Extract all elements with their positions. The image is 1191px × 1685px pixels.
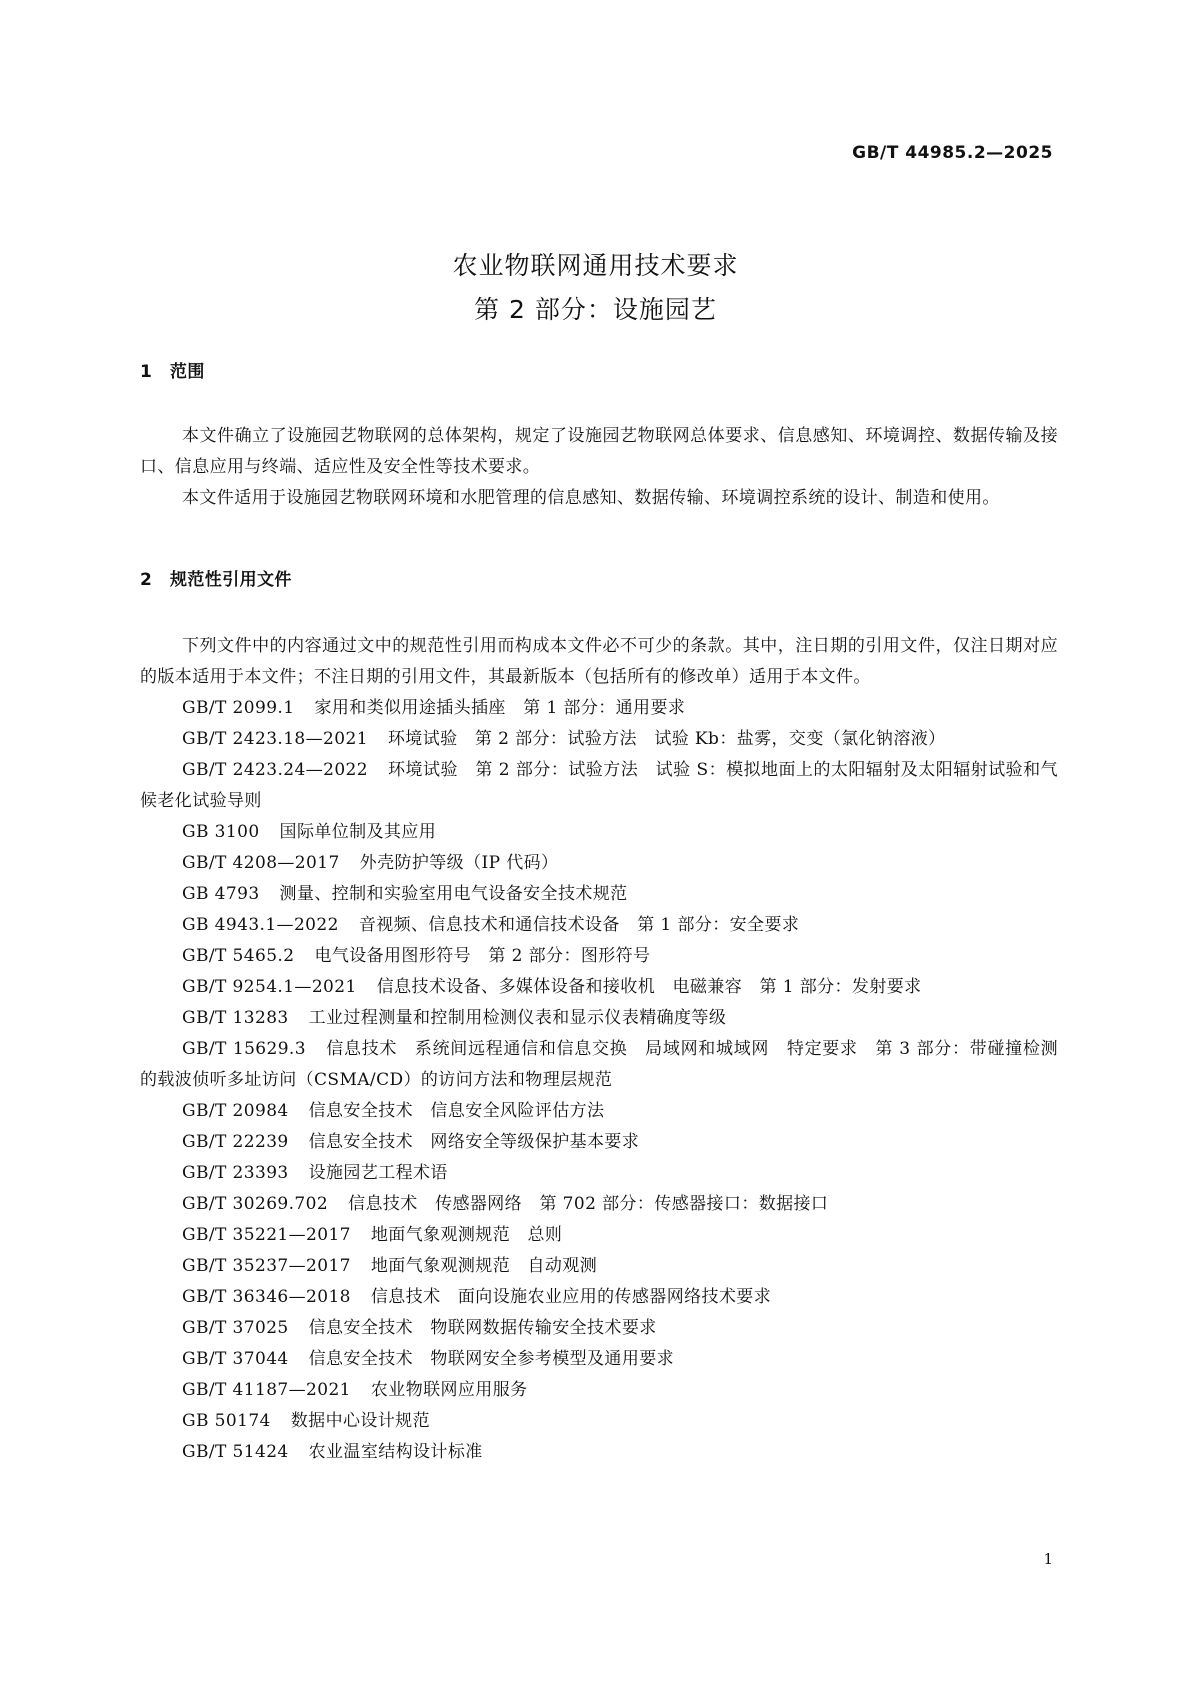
reference-item	[140, 1127, 1058, 1158]
reference-code: GB/T 15629.3	[182, 1039, 306, 1059]
reference-code: GB/T 22239	[182, 1132, 289, 1152]
section-number: 1	[140, 362, 153, 382]
reference-code: GB/T 9254.1—2021	[182, 977, 357, 997]
reference-code: GB/T 2099.1	[182, 698, 295, 718]
reference-item	[140, 724, 1058, 755]
title-line-2: 第 2 部分：设施园艺	[474, 295, 717, 324]
paragraph: 本文件适用于设施园艺物联网环境和水肥管理的信息感知、数据传输、环境调控系统的设计、制造和使用。	[182, 488, 1000, 508]
reference-code: GB/T 36346—2018	[182, 1287, 351, 1307]
reference-title: 信息安全技术 物联网安全参考模型及通用要求	[308, 1349, 675, 1369]
reference-title: 国际单位制及其应用	[279, 822, 437, 842]
reference-title: 测量、控制和实验室用电气设备安全技术规范	[279, 884, 628, 904]
reference-title: 环境试验 第 2 部分：试验方法 试验 Kb：盐雾，交变（氯化钠溶液）	[387, 729, 946, 749]
reference-code: GB 3100	[182, 822, 260, 842]
reference-title: 农业物联网应用服务	[370, 1380, 528, 1400]
reference-item	[140, 910, 1058, 941]
reference-item	[140, 1251, 1058, 1282]
reference-item	[140, 1313, 1058, 1344]
reference-title: 信息技术设备、多媒体设备和接收机 电磁兼容 第 1 部分：发射要求	[376, 977, 922, 997]
page-number: 1	[1043, 1550, 1053, 1568]
reference-item	[140, 941, 1058, 972]
reference-list	[140, 693, 1058, 1468]
reference-code: GB/T 5465.2	[182, 946, 295, 966]
reference-code: GB/T 37044	[182, 1349, 289, 1369]
reference-title: 外壳防护等级（IP 代码）	[359, 853, 559, 873]
document-title	[0, 244, 1191, 332]
reference-item	[140, 1282, 1058, 1313]
reference-code: GB/T 4208—2017	[182, 853, 340, 873]
reference-title: 工业过程测量和控制用检测仪表和显示仪表精确度等级	[308, 1008, 727, 1028]
reference-item	[140, 879, 1058, 910]
reference-title: 信息技术 传感器网络 第 702 部分：传感器接口：数据接口	[348, 1194, 829, 1214]
reference-title: 农业温室结构设计标准	[308, 1442, 483, 1462]
reference-code: GB/T 23393	[182, 1163, 289, 1183]
reference-item	[140, 1344, 1058, 1375]
reference-title: 信息安全技术 信息安全风险评估方法	[308, 1101, 605, 1121]
reference-item	[140, 1158, 1058, 1189]
reference-code: GB/T 35237—2017	[182, 1256, 351, 1276]
reference-title: 信息安全技术 网络安全等级保护基本要求	[308, 1132, 640, 1152]
section-scope	[140, 357, 1058, 514]
reference-title: 信息安全技术 物联网数据传输安全技术要求	[308, 1318, 657, 1338]
reference-code: GB/T 35221—2017	[182, 1225, 351, 1245]
reference-title: 地面气象观测规范 总则	[370, 1225, 563, 1245]
reference-title: 电气设备用图形符号 第 2 部分：图形符号	[314, 946, 651, 966]
reference-item	[140, 1189, 1058, 1220]
reference-title: 设施园艺工程术语	[308, 1163, 448, 1183]
paragraph: 本文件确立了设施园艺物联网的总体架构，规定了设施园艺物联网总体要求、信息感知、环境调控、数据传输及接口、信息应用与终端、适应性及安全性等技术要求。	[140, 426, 1058, 477]
section-heading	[140, 357, 1058, 382]
section-title: 规范性引用文件	[170, 570, 292, 590]
reference-code: GB/T 30269.702	[182, 1194, 329, 1214]
reference-code: GB/T 2423.18—2021	[182, 729, 368, 749]
reference-item	[140, 972, 1058, 1003]
reference-code: GB 4793	[182, 884, 260, 904]
reference-item	[140, 1220, 1058, 1251]
reference-code: GB 4943.1—2022	[182, 915, 339, 935]
paragraph: 下列文件中的内容通过文中的规范性引用而构成本文件必不可少的条款。其中，注日期的引用文件，仅注日期对应的版本适用于本文件；不注日期的引用文件，其最新版本（包括所有的修改单）适用于本文件。	[140, 636, 1058, 687]
standard-number: GB/T 44985.2—2025	[852, 143, 1053, 163]
reference-item	[140, 817, 1058, 848]
reference-title: 数据中心设计规范	[290, 1411, 430, 1431]
reference-item	[140, 1096, 1058, 1127]
section-normative-references	[140, 565, 1058, 1468]
reference-item	[140, 1034, 1058, 1096]
reference-item	[140, 1437, 1058, 1468]
reference-title: 地面气象观测规范 自动观测	[370, 1256, 598, 1276]
reference-title: 信息技术 系统间远程通信和信息交换 局域网和城域网 特定要求 第 3 部分：带碰撞检测的载波侦听多址访问（CSMA/CD）的访问方法和物理层规范	[140, 1039, 1058, 1090]
section-heading	[140, 565, 1058, 590]
reference-title: 信息技术 面向设施农业应用的传感器网络技术要求	[370, 1287, 772, 1307]
reference-code: GB/T 2423.24—2022	[182, 760, 368, 780]
section-title: 范围	[170, 362, 205, 382]
title-line-1: 农业物联网通用技术要求	[452, 251, 739, 280]
section-number: 2	[140, 570, 153, 590]
reference-item	[140, 755, 1058, 817]
reference-code: GB/T 20984	[182, 1101, 289, 1121]
reference-item	[140, 1003, 1058, 1034]
reference-code: GB/T 37025	[182, 1318, 289, 1338]
reference-title: 家用和类似用途插头插座 第 1 部分：通用要求	[314, 698, 686, 718]
reference-code: GB/T 51424	[182, 1442, 289, 1462]
reference-code: GB 50174	[182, 1411, 271, 1431]
reference-item	[140, 1375, 1058, 1406]
reference-title: 环境试验 第 2 部分：试验方法 试验 S：模拟地面上的太阳辐射及太阳辐射试验和气候老化试验导则	[140, 760, 1058, 811]
reference-item	[140, 1406, 1058, 1437]
reference-code: GB/T 41187—2021	[182, 1380, 351, 1400]
reference-title: 音视频、信息技术和通信技术设备 第 1 部分：安全要求	[358, 915, 800, 935]
reference-item	[140, 693, 1058, 724]
reference-item	[140, 848, 1058, 879]
reference-code: GB/T 13283	[182, 1008, 289, 1028]
